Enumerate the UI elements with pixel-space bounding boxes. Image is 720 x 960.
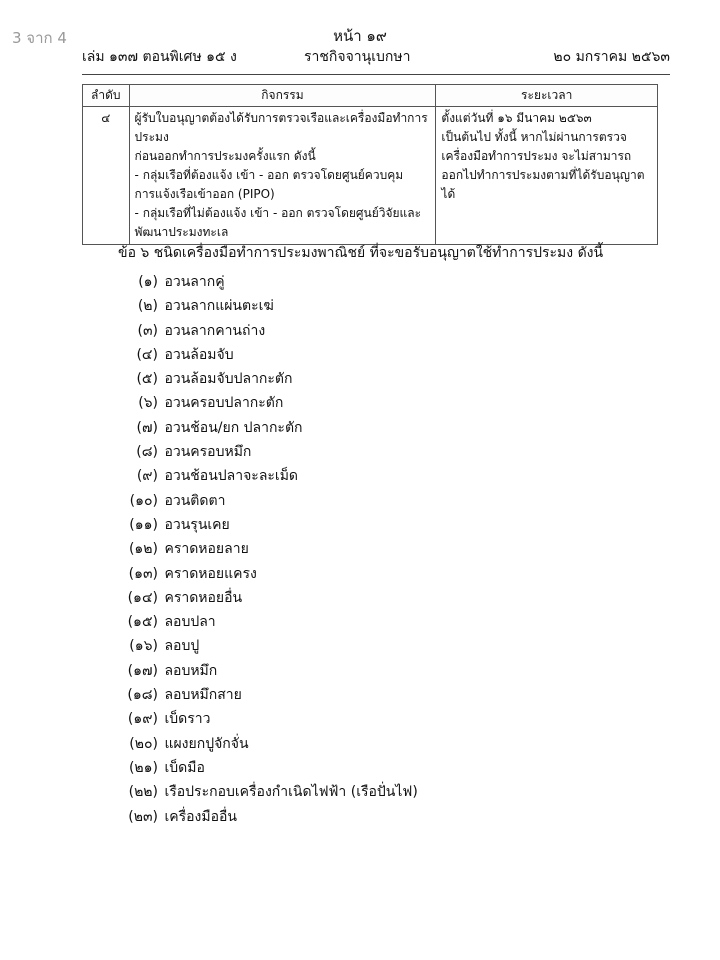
- item-number: (๒๑): [128, 759, 158, 776]
- list-item: [118, 319, 418, 343]
- list-item: [118, 489, 418, 513]
- list-item: [118, 537, 418, 561]
- header-activity: กิจกรรม: [129, 85, 436, 107]
- item-number: (๒): [137, 298, 158, 315]
- item-number: (๑๔): [127, 589, 158, 606]
- item-number: (๑๕): [127, 614, 158, 631]
- list-item: [118, 294, 418, 318]
- item-text: ลอบหมึก: [164, 662, 218, 679]
- item-text: อวนช้อน/ยก ปลากะตัก: [164, 419, 303, 436]
- list-item: [118, 634, 418, 658]
- item-text: คราดหอยอื่น: [164, 589, 243, 606]
- item-number: (๑๗): [127, 662, 158, 679]
- list-item: [118, 610, 418, 634]
- list-item: [118, 513, 418, 537]
- list-item: [118, 343, 418, 367]
- item-text: อวนครอบหมึก: [164, 444, 252, 461]
- activity-line: พัฒนาประมงทะเล: [134, 225, 229, 239]
- list-item: [118, 659, 418, 683]
- item-number: (๑๒): [128, 541, 158, 558]
- item-text: ลอบหมึกสาย: [164, 687, 242, 704]
- table-header-row: [83, 85, 658, 107]
- period-line: ตั้งแต่วันที่ ๑๖ มีนาคม ๒๕๖๓: [441, 111, 592, 125]
- period-line: เป็นต้นไป ทั้งนี้ หากไม่ผ่านการตรวจ: [441, 130, 627, 144]
- item-number: (๒๐): [129, 735, 158, 752]
- activity-line: ก่อนออกทำการประมงครั้งแรก ดังนี้: [134, 149, 316, 163]
- item-number: (๗): [136, 419, 158, 436]
- item-text: อวนช้อนปลาจะละเม็ด: [164, 468, 299, 485]
- item-text: อวนลากคานถ่าง: [164, 322, 266, 339]
- item-text: คราดหอยแครง: [164, 565, 257, 582]
- page-counter: 3 จาก 4: [12, 29, 67, 47]
- header-order: ลำดับ: [83, 85, 130, 107]
- gazette-name: ราชกิจจานุเบกษา: [304, 49, 411, 65]
- item-text: เบ็ดราว: [164, 711, 211, 728]
- item-text: อวนล้อมจับปลากะตัก: [164, 371, 293, 388]
- schedule-table: [82, 84, 658, 245]
- list-item: [118, 756, 418, 780]
- list-item: [118, 683, 418, 707]
- list-item: [118, 270, 418, 294]
- list-item: [118, 440, 418, 464]
- cell-period: [436, 107, 658, 245]
- list-item: [118, 562, 418, 586]
- cell-order: ๔: [83, 107, 130, 245]
- item-number: (๘): [136, 444, 158, 461]
- item-text: เรือประกอบเครื่องกำเนิดไฟฟ้า (เรือปั่นไฟ): [164, 784, 418, 801]
- section-heading: ข้อ ๖ ชนิดเครื่องมือทำการประมงพาณิชย์ ที่จะขอรับอนุญาตใช้ทำการประมง ดังนี้: [118, 245, 604, 261]
- item-number: (๖): [138, 395, 158, 412]
- item-text: อวนลากคู่: [164, 274, 225, 290]
- activity-line: - กลุ่มเรือที่ไม่ต้องแจ้ง เข้า - ออก ตรวจโดยศูนย์วิจัยและ: [134, 206, 422, 220]
- list-item: [118, 391, 418, 415]
- item-number: (๑): [138, 274, 158, 290]
- item-number: (๔): [136, 346, 158, 363]
- item-text: เครื่องมืออื่น: [164, 808, 237, 825]
- activity-line: การแจ้งเรือเข้าออก (PIPO): [134, 187, 275, 201]
- item-number: (๒๒): [128, 784, 158, 801]
- item-text: คราดหอยลาย: [164, 541, 249, 558]
- item-number: (๕): [136, 371, 158, 388]
- item-text: อวนรุนเคย: [164, 516, 230, 533]
- period-line: ออกไปทำการประมงตามที่ได้รับอนุญาตได้: [441, 168, 645, 201]
- item-text: อวนล้อมจับ: [164, 346, 234, 363]
- list-item: [118, 586, 418, 610]
- item-text: อวนครอบปลากะตัก: [164, 395, 284, 412]
- header-period: ระยะเวลา: [436, 85, 658, 107]
- item-number: (๑๙): [127, 711, 158, 728]
- page-number: หน้า ๑๙: [333, 27, 387, 45]
- item-text: เบ็ดมือ: [164, 759, 205, 776]
- period-line: เครื่องมือทำการประมง จะไม่สามารถ: [441, 149, 632, 163]
- cell-activity: [129, 107, 436, 245]
- item-number: (๓): [137, 322, 158, 339]
- item-number: (๑๓): [128, 565, 158, 582]
- activity-line: - กลุ่มเรือที่ต้องแจ้ง เข้า - ออก ตรวจโดยศูนย์ควบคุม: [134, 168, 404, 182]
- item-text: ลอบปลา: [164, 614, 216, 631]
- list-item: [118, 464, 418, 488]
- item-number: (๒๓): [128, 808, 158, 825]
- list-item: [118, 732, 418, 756]
- publication-date: ๒๐ มกราคม ๒๕๖๓: [553, 49, 670, 65]
- item-number: (๑๐): [129, 492, 158, 509]
- item-text: ลอบปู: [164, 638, 200, 655]
- volume-issue: เล่ม ๑๓๗ ตอนพิเศษ ๑๕ ง: [82, 49, 237, 65]
- item-text: อวนติดตา: [164, 492, 226, 509]
- list-item: [118, 805, 418, 829]
- item-number: (๑๑): [129, 516, 158, 533]
- item-text: แผงยกปูจักจั่น: [164, 735, 249, 752]
- gear-list: [118, 270, 418, 829]
- item-text: อวนลากแผ่นตะเฆ่: [164, 298, 274, 315]
- activity-line: ผู้รับใบอนุญาตต้องได้รับการตรวจเรือและเครื่องมือทำการประมง: [134, 111, 428, 144]
- item-number: (๙): [136, 468, 158, 485]
- list-item: [118, 780, 418, 804]
- gazette-header: [82, 46, 670, 75]
- list-item: [118, 707, 418, 731]
- item-number: (๑๘): [127, 687, 158, 704]
- table-row: [83, 107, 658, 245]
- item-number: (๑๖): [129, 638, 158, 655]
- list-item: [118, 367, 418, 391]
- list-item: [118, 416, 418, 440]
